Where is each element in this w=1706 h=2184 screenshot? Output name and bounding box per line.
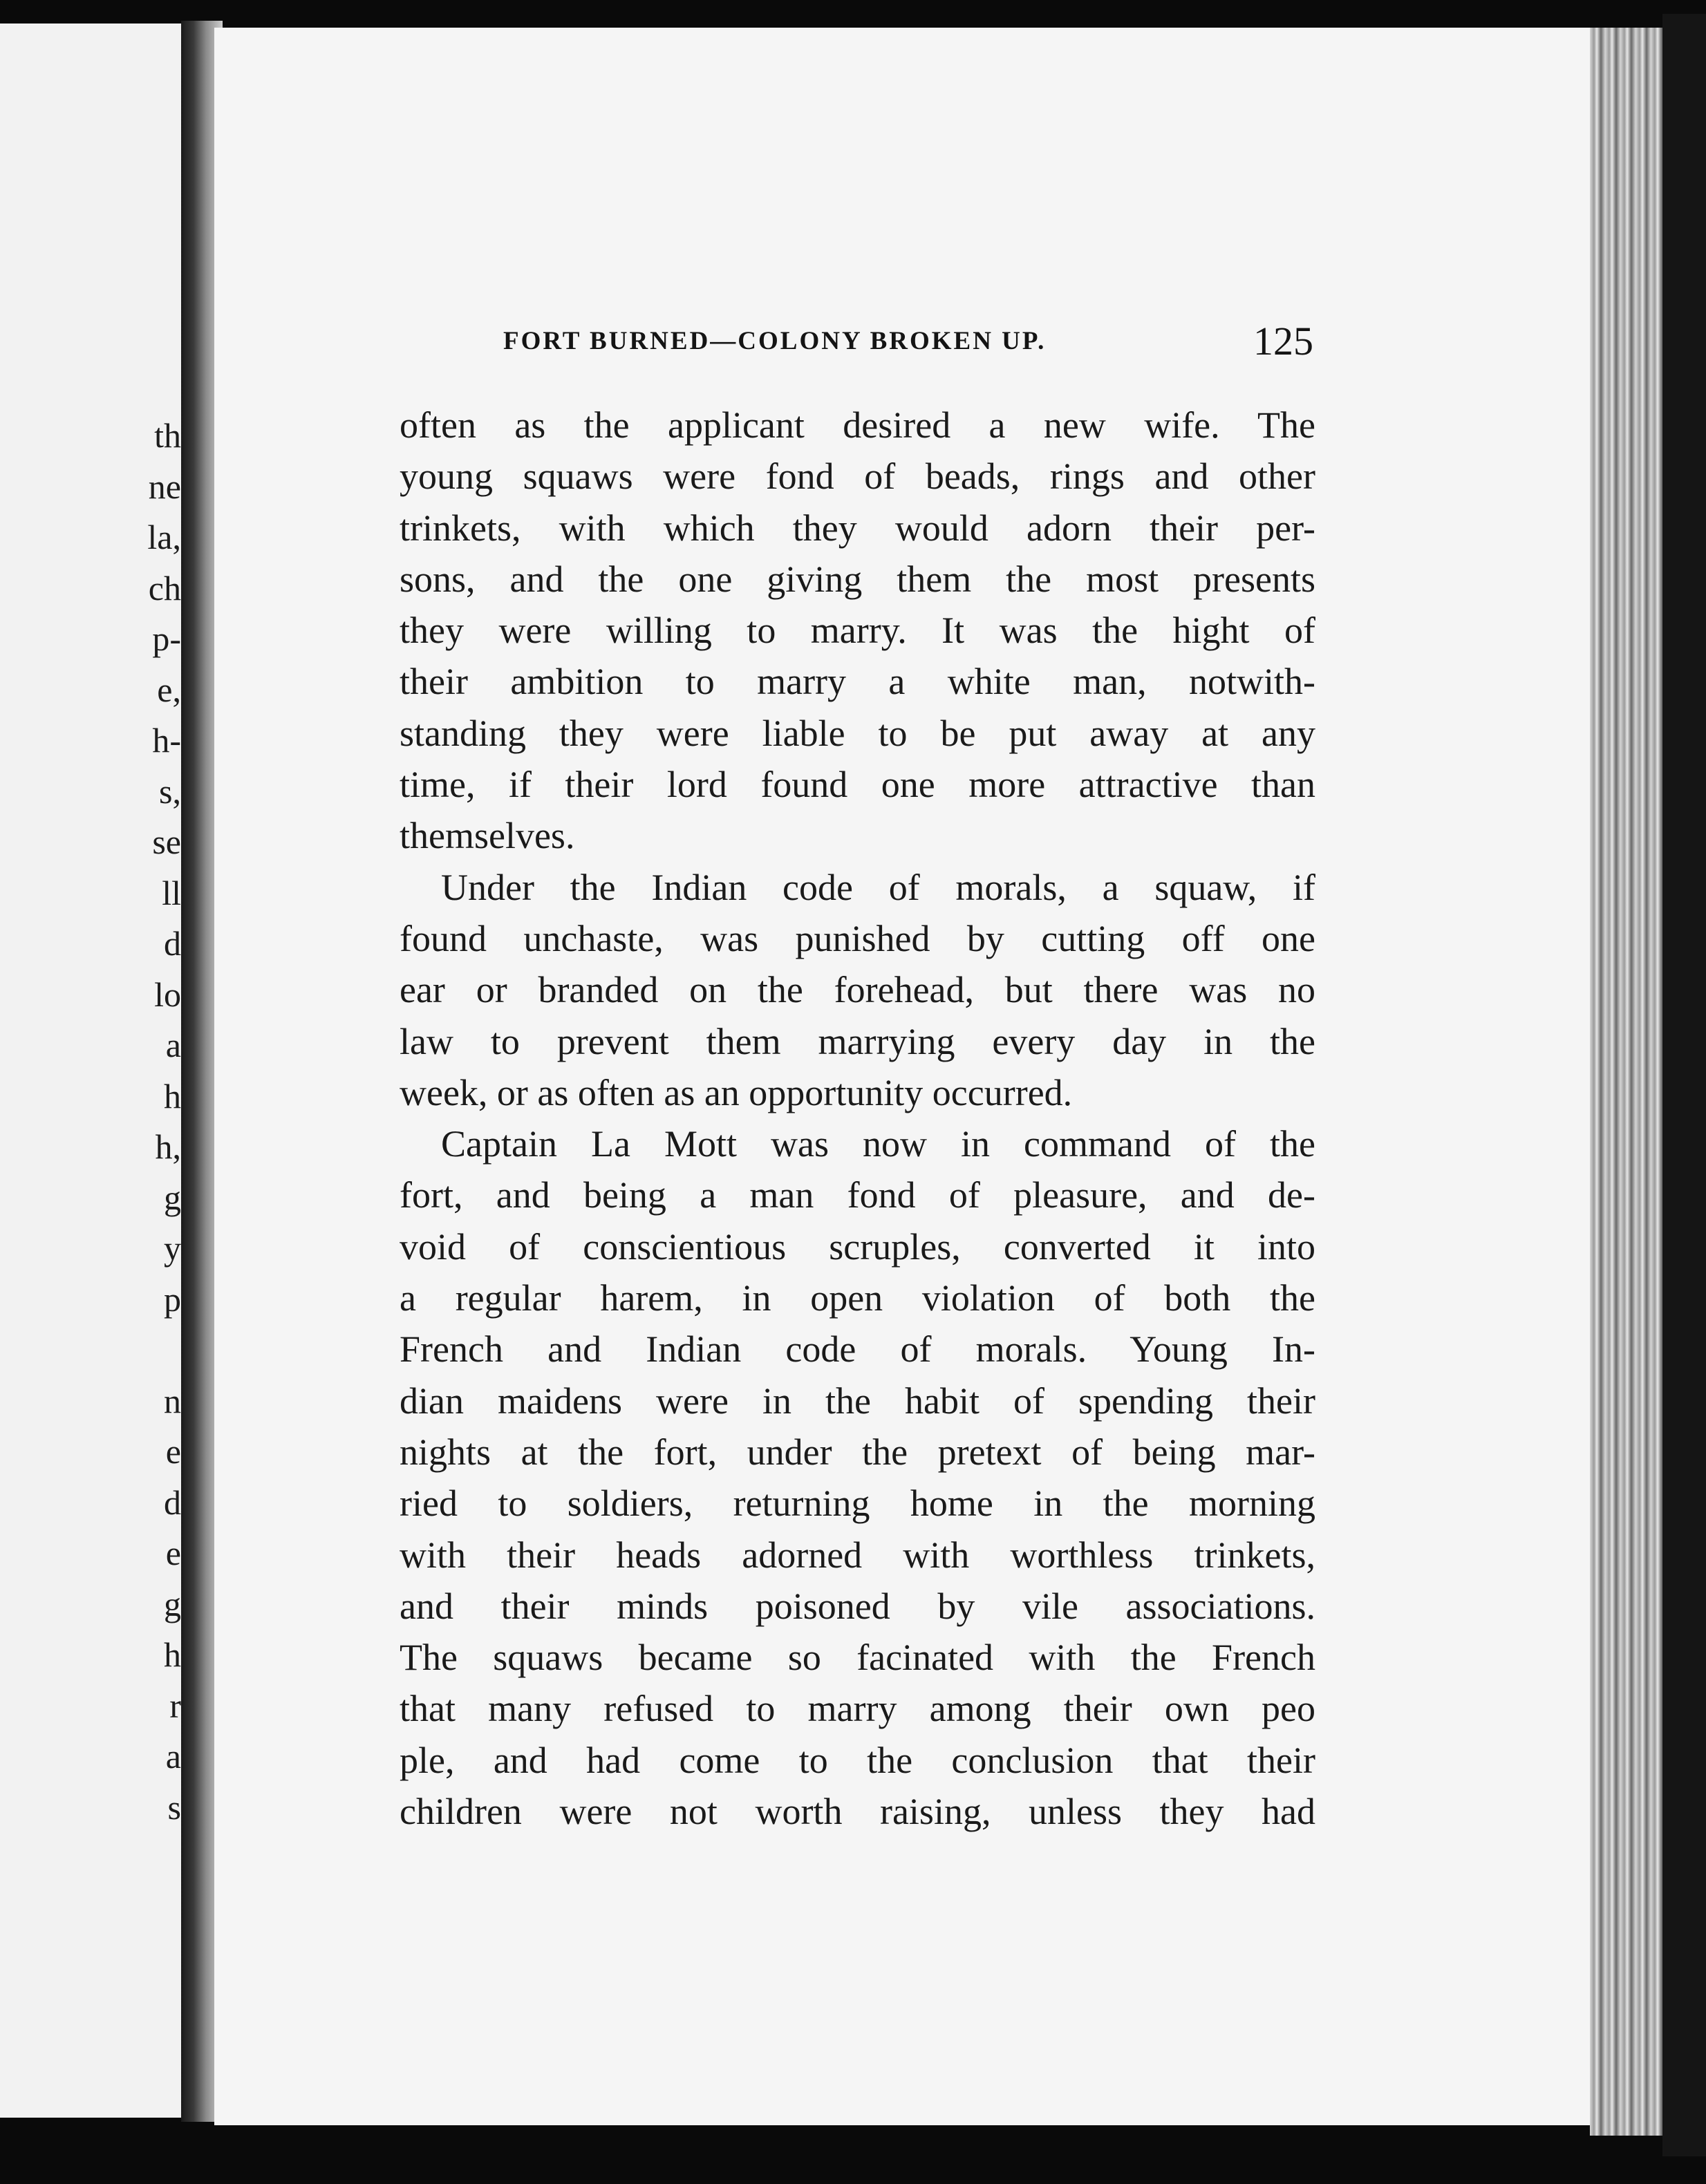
left-fragment (147, 1325, 181, 1376)
text-line: and their minds poisoned by vile associations. (400, 1585, 1315, 1627)
left-fragment: d (164, 1482, 181, 1522)
text-line: ple, and had come to the conclusion that their (400, 1739, 1315, 1781)
text-line: void of conscientious scruples, converted it into (400, 1225, 1315, 1268)
book-cover-edge (1662, 14, 1706, 2156)
left-fragment: th (154, 416, 181, 455)
left-fragment: se (152, 822, 181, 861)
left-fragment: e (165, 1432, 181, 1471)
left-fragment: g (164, 1584, 181, 1623)
left-fragment: ll (162, 873, 181, 912)
text-line: children were not worth raising, unless they had (400, 1791, 1315, 1833)
left-fragment: p (164, 1279, 181, 1319)
text-line: dian maidens were in the habit of spending their (400, 1380, 1315, 1422)
text-line: Captain La Mott was now in command of the (441, 1123, 1315, 1165)
text-line: law to prevent them marrying every day in the (400, 1020, 1315, 1062)
text-line: time, if their lord found one more attractive than (400, 764, 1315, 806)
text-line: standing they were liable to be put away at any (400, 712, 1315, 754)
left-fragment: ch (148, 568, 181, 608)
left-fragment: s, (159, 771, 181, 811)
left-fragment: la, (147, 518, 181, 556)
left-fragment: r (169, 1686, 181, 1725)
page-number: 125 (1253, 319, 1313, 364)
left-fragment: lo (154, 975, 181, 1014)
text-line: that many refused to marry among their own peo (400, 1688, 1315, 1730)
left-fragment: h (164, 1076, 181, 1115)
left-fragment: n (164, 1381, 181, 1420)
text-line: ried to soldiers, returning home in the morning (400, 1482, 1315, 1525)
left-fragment: h, (155, 1127, 181, 1166)
left-fragment: e, (157, 670, 181, 709)
text-line: French and Indian code of morals. Young In- (400, 1328, 1315, 1371)
left-fragment: ne (148, 467, 181, 506)
running-head (503, 319, 1319, 364)
left-fragment: y (164, 1229, 181, 1268)
page-edges (1590, 28, 1666, 2136)
text-line: week, or as often as an opportunity occurred. (400, 1071, 1073, 1113)
text-line: nights at the fort, under the pretext of being mar- (400, 1431, 1315, 1473)
text-line: Under the Indian code of morals, a squaw, if (441, 866, 1315, 908)
text-line: with their heads adorned with worthless trinkets, (400, 1534, 1315, 1576)
left-fragment: p- (152, 619, 181, 658)
running-title: FORT BURNED—COLONY BROKEN UP. (503, 327, 1047, 355)
left-fragment: d (164, 924, 181, 963)
left-fragment: g (164, 1178, 181, 1217)
body-text (400, 399, 1315, 1837)
text-line: The squaws became so facinated with the French (400, 1637, 1315, 1679)
left-fragment: e (165, 1534, 181, 1572)
text-line: trinkets, with which they would adorn their per- (400, 507, 1315, 549)
left-page-text-fragments (147, 411, 181, 1833)
text-line: themselves. (400, 815, 575, 857)
text-line: ear or branded on the forehead, but there was no (400, 969, 1315, 1011)
text-line: often as the applicant desired a new wife. The (400, 404, 1315, 446)
text-line: fort, and being a man fond of pleasure, and de- (400, 1174, 1315, 1216)
left-fragment: a (165, 1026, 181, 1064)
left-fragment: a (165, 1737, 181, 1776)
left-fragment: s (167, 1787, 181, 1827)
text-line: sons, and the one giving them the most presents (400, 558, 1315, 600)
text-line: found unchaste, was punished by cutting off one (400, 917, 1315, 959)
left-fragment: h (164, 1635, 181, 1674)
left-page (0, 23, 188, 2118)
text-line: young squaws were fond of beads, rings and other (400, 455, 1315, 498)
left-fragment: h- (152, 721, 181, 760)
text-line: their ambition to marry a white man, notwith- (400, 661, 1315, 703)
text-line: a regular harem, in open violation of both the (400, 1277, 1315, 1319)
text-line: they were willing to marry. It was the hight of (400, 610, 1315, 652)
